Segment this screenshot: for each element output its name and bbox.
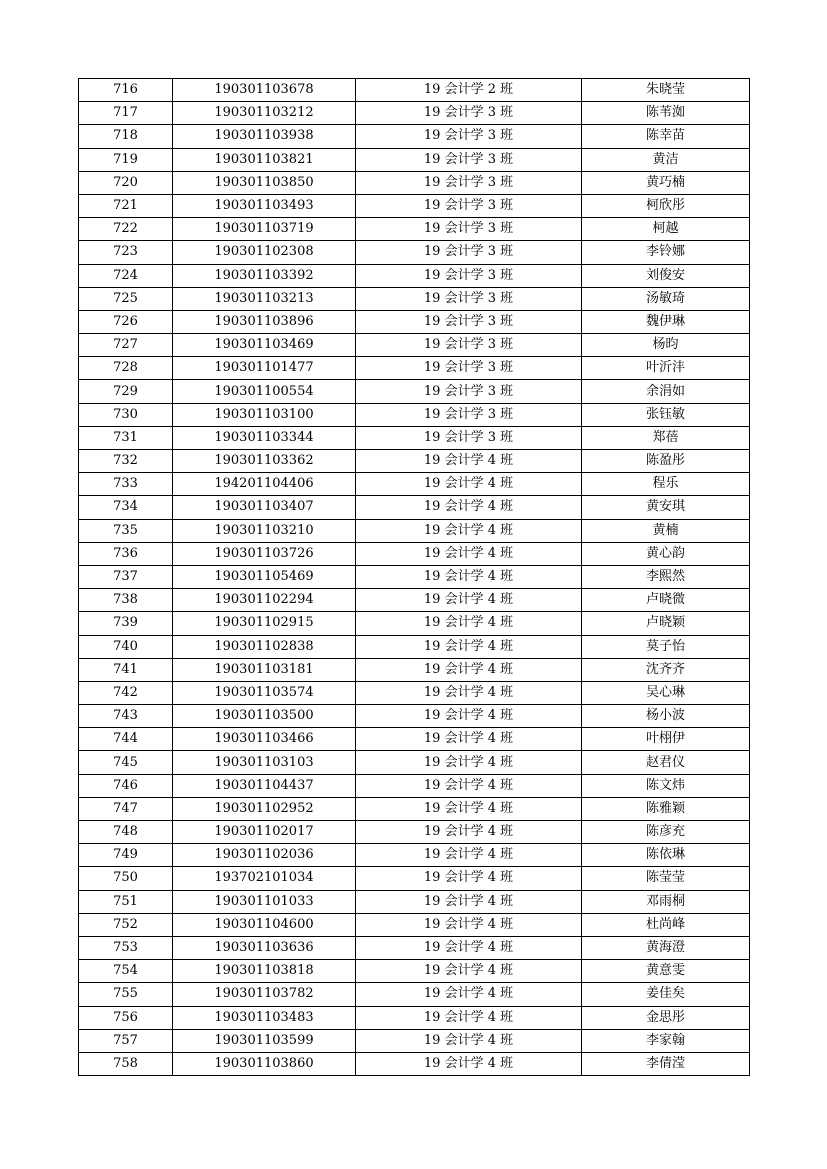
table-row (79, 983, 750, 1006)
table-row (79, 890, 750, 913)
row-number-cell: 726 (79, 310, 173, 333)
student-id-cell: 190301101477 (173, 357, 356, 380)
student-name-cell: 黄洁 (582, 148, 750, 171)
table-row (79, 334, 750, 357)
class-name-cell: 19 会计学 4 班 (356, 890, 582, 913)
table-row (79, 589, 750, 612)
row-number-cell: 755 (79, 983, 173, 1006)
student-name-cell: 陈雅颖 (582, 797, 750, 820)
row-number-cell: 730 (79, 403, 173, 426)
student-name-cell: 金思彤 (582, 1006, 750, 1029)
student-id-cell: 190301103726 (173, 542, 356, 565)
class-name-cell: 19 会计学 3 班 (356, 194, 582, 217)
class-name-cell: 19 会计学 3 班 (356, 380, 582, 403)
row-number-cell: 743 (79, 705, 173, 728)
student-id-cell: 190301103850 (173, 171, 356, 194)
row-number-cell: 724 (79, 264, 173, 287)
table-row (79, 1052, 750, 1075)
student-id-cell: 190301102017 (173, 821, 356, 844)
class-name-cell: 19 会计学 4 班 (356, 635, 582, 658)
student-name-cell: 杜尚峰 (582, 913, 750, 936)
class-name-cell: 19 会计学 3 班 (356, 171, 582, 194)
student-id-cell: 193702101034 (173, 867, 356, 890)
student-name-cell: 李家翰 (582, 1029, 750, 1052)
student-name-cell: 莫子怡 (582, 635, 750, 658)
student-id-cell: 190301103407 (173, 496, 356, 519)
student-name-cell: 黄意雯 (582, 960, 750, 983)
row-number-cell: 733 (79, 473, 173, 496)
table-row (79, 936, 750, 959)
student-name-cell: 柯欣彤 (582, 194, 750, 217)
class-name-cell: 19 会计学 4 班 (356, 473, 582, 496)
row-number-cell: 725 (79, 287, 173, 310)
class-name-cell: 19 会计学 2 班 (356, 79, 582, 102)
table-row (79, 1029, 750, 1052)
table-row (79, 913, 750, 936)
table-row (79, 380, 750, 403)
student-id-cell: 190301103938 (173, 125, 356, 148)
class-name-cell: 19 会计学 4 班 (356, 565, 582, 588)
student-id-cell: 190301103466 (173, 728, 356, 751)
student-name-cell: 陈苇洳 (582, 102, 750, 125)
table-row (79, 171, 750, 194)
class-name-cell: 19 会计学 4 班 (356, 589, 582, 612)
student-id-cell: 190301103181 (173, 658, 356, 681)
row-number-cell: 746 (79, 774, 173, 797)
student-name-cell: 陈幸苗 (582, 125, 750, 148)
student-name-cell: 杨小波 (582, 705, 750, 728)
student-id-cell: 190301103392 (173, 264, 356, 287)
row-number-cell: 739 (79, 612, 173, 635)
student-id-cell: 190301103636 (173, 936, 356, 959)
student-name-cell: 卢晓颖 (582, 612, 750, 635)
student-id-cell: 194201104406 (173, 473, 356, 496)
class-name-cell: 19 会计学 4 班 (356, 1029, 582, 1052)
student-id-cell: 190301103100 (173, 403, 356, 426)
row-number-cell: 756 (79, 1006, 173, 1029)
table-row (79, 797, 750, 820)
student-id-cell: 190301103719 (173, 218, 356, 241)
student-id-cell: 190301103821 (173, 148, 356, 171)
student-id-cell: 190301103896 (173, 310, 356, 333)
student-id-cell: 190301103213 (173, 287, 356, 310)
student-name-cell: 赵君仪 (582, 751, 750, 774)
student-id-cell: 190301103493 (173, 194, 356, 217)
row-number-cell: 718 (79, 125, 173, 148)
student-name-cell: 李熙然 (582, 565, 750, 588)
class-name-cell: 19 会计学 3 班 (356, 241, 582, 264)
table-row (79, 1006, 750, 1029)
table-row (79, 681, 750, 704)
class-name-cell: 19 会计学 4 班 (356, 450, 582, 473)
table-row (79, 705, 750, 728)
class-name-cell: 19 会计学 4 班 (356, 844, 582, 867)
student-name-cell: 陈莹莹 (582, 867, 750, 890)
student-id-cell: 190301103362 (173, 450, 356, 473)
class-name-cell: 19 会计学 4 班 (356, 1052, 582, 1075)
student-id-cell: 190301103344 (173, 426, 356, 449)
student-name-cell: 刘俊安 (582, 264, 750, 287)
student-name-cell: 余涓如 (582, 380, 750, 403)
student-name-cell: 郑蓓 (582, 426, 750, 449)
student-id-cell: 190301103818 (173, 960, 356, 983)
roster-body (79, 79, 750, 1076)
class-name-cell: 19 会计学 4 班 (356, 728, 582, 751)
student-name-cell: 张钰敏 (582, 403, 750, 426)
class-name-cell: 19 会计学 4 班 (356, 936, 582, 959)
row-number-cell: 720 (79, 171, 173, 194)
student-id-cell: 190301102308 (173, 241, 356, 264)
student-name-cell: 李倩滢 (582, 1052, 750, 1075)
table-row (79, 264, 750, 287)
class-name-cell: 19 会计学 3 班 (356, 426, 582, 449)
row-number-cell: 747 (79, 797, 173, 820)
student-name-cell: 黄安琪 (582, 496, 750, 519)
student-id-cell: 190301103599 (173, 1029, 356, 1052)
row-number-cell: 717 (79, 102, 173, 125)
class-name-cell: 19 会计学 4 班 (356, 519, 582, 542)
row-number-cell: 751 (79, 890, 173, 913)
class-name-cell: 19 会计学 3 班 (356, 264, 582, 287)
student-name-cell: 汤敏琦 (582, 287, 750, 310)
class-name-cell: 19 会计学 3 班 (356, 218, 582, 241)
student-id-cell: 190301103210 (173, 519, 356, 542)
table-row (79, 774, 750, 797)
table-row (79, 565, 750, 588)
row-number-cell: 738 (79, 589, 173, 612)
student-name-cell: 沈齐齐 (582, 658, 750, 681)
row-number-cell: 745 (79, 751, 173, 774)
row-number-cell: 716 (79, 79, 173, 102)
row-number-cell: 728 (79, 357, 173, 380)
class-name-cell: 19 会计学 4 班 (356, 705, 582, 728)
table-row (79, 310, 750, 333)
row-number-cell: 757 (79, 1029, 173, 1052)
table-row (79, 496, 750, 519)
row-number-cell: 719 (79, 148, 173, 171)
class-name-cell: 19 会计学 4 班 (356, 797, 582, 820)
class-name-cell: 19 会计学 4 班 (356, 983, 582, 1006)
student-id-cell: 190301104437 (173, 774, 356, 797)
student-id-cell: 190301103103 (173, 751, 356, 774)
student-id-cell: 190301103469 (173, 334, 356, 357)
class-name-cell: 19 会计学 4 班 (356, 774, 582, 797)
row-number-cell: 740 (79, 635, 173, 658)
class-name-cell: 19 会计学 3 班 (356, 148, 582, 171)
student-name-cell: 黄心韵 (582, 542, 750, 565)
student-name-cell: 程乐 (582, 473, 750, 496)
student-id-cell: 190301103212 (173, 102, 356, 125)
row-number-cell: 754 (79, 960, 173, 983)
student-name-cell: 杨昀 (582, 334, 750, 357)
student-name-cell: 邓雨桐 (582, 890, 750, 913)
student-name-cell: 黄巧楠 (582, 171, 750, 194)
class-name-cell: 19 会计学 4 班 (356, 496, 582, 519)
student-id-cell: 190301103574 (173, 681, 356, 704)
student-name-cell: 黄海澄 (582, 936, 750, 959)
table-row (79, 844, 750, 867)
class-name-cell: 19 会计学 4 班 (356, 681, 582, 704)
row-number-cell: 752 (79, 913, 173, 936)
table-row (79, 218, 750, 241)
row-number-cell: 732 (79, 450, 173, 473)
row-number-cell: 750 (79, 867, 173, 890)
class-name-cell: 19 会计学 4 班 (356, 612, 582, 635)
table-row (79, 728, 750, 751)
student-name-cell: 李铃娜 (582, 241, 750, 264)
row-number-cell: 723 (79, 241, 173, 264)
table-row (79, 403, 750, 426)
class-name-cell: 19 会计学 4 班 (356, 913, 582, 936)
student-id-cell: 190301102838 (173, 635, 356, 658)
table-row (79, 542, 750, 565)
row-number-cell: 753 (79, 936, 173, 959)
student-name-cell: 陈依琳 (582, 844, 750, 867)
student-id-cell: 190301102036 (173, 844, 356, 867)
row-number-cell: 735 (79, 519, 173, 542)
student-name-cell: 柯越 (582, 218, 750, 241)
row-number-cell: 742 (79, 681, 173, 704)
student-id-cell: 190301104600 (173, 913, 356, 936)
table-row (79, 821, 750, 844)
table-row (79, 867, 750, 890)
student-name-cell: 吴心琳 (582, 681, 750, 704)
row-number-cell: 749 (79, 844, 173, 867)
row-number-cell: 731 (79, 426, 173, 449)
student-name-cell: 卢晓微 (582, 589, 750, 612)
row-number-cell: 744 (79, 728, 173, 751)
row-number-cell: 737 (79, 565, 173, 588)
class-name-cell: 19 会计学 3 班 (356, 403, 582, 426)
class-name-cell: 19 会计学 4 班 (356, 1006, 582, 1029)
table-row (79, 79, 750, 102)
class-name-cell: 19 会计学 4 班 (356, 821, 582, 844)
student-name-cell: 黄楠 (582, 519, 750, 542)
table-row (79, 148, 750, 171)
table-row (79, 287, 750, 310)
student-id-cell: 190301100554 (173, 380, 356, 403)
student-id-cell: 190301102952 (173, 797, 356, 820)
student-name-cell: 魏伊琳 (582, 310, 750, 333)
table-row (79, 658, 750, 681)
student-name-cell: 陈盈彤 (582, 450, 750, 473)
table-row (79, 519, 750, 542)
student-name-cell: 姜佳矣 (582, 983, 750, 1006)
row-number-cell: 722 (79, 218, 173, 241)
student-id-cell: 190301103483 (173, 1006, 356, 1029)
class-name-cell: 19 会计学 4 班 (356, 960, 582, 983)
student-name-cell: 朱晓莹 (582, 79, 750, 102)
student-id-cell: 190301103782 (173, 983, 356, 1006)
row-number-cell: 729 (79, 380, 173, 403)
student-id-cell: 190301103500 (173, 705, 356, 728)
table-row (79, 473, 750, 496)
table-row (79, 125, 750, 148)
student-id-cell: 190301101033 (173, 890, 356, 913)
table-row (79, 751, 750, 774)
row-number-cell: 734 (79, 496, 173, 519)
class-name-cell: 19 会计学 3 班 (356, 125, 582, 148)
student-name-cell: 陈彦充 (582, 821, 750, 844)
student-name-cell: 叶栩伊 (582, 728, 750, 751)
table-row (79, 612, 750, 635)
student-id-cell: 190301102294 (173, 589, 356, 612)
student-id-cell: 190301103860 (173, 1052, 356, 1075)
table-row (79, 102, 750, 125)
table-row (79, 241, 750, 264)
row-number-cell: 741 (79, 658, 173, 681)
class-name-cell: 19 会计学 3 班 (356, 357, 582, 380)
row-number-cell: 721 (79, 194, 173, 217)
row-number-cell: 758 (79, 1052, 173, 1075)
table-row (79, 426, 750, 449)
table-row (79, 635, 750, 658)
class-name-cell: 19 会计学 4 班 (356, 867, 582, 890)
class-name-cell: 19 会计学 4 班 (356, 751, 582, 774)
class-name-cell: 19 会计学 3 班 (356, 310, 582, 333)
student-roster-table (78, 78, 750, 1076)
row-number-cell: 748 (79, 821, 173, 844)
table-row (79, 357, 750, 380)
class-name-cell: 19 会计学 3 班 (356, 287, 582, 310)
row-number-cell: 727 (79, 334, 173, 357)
student-name-cell: 陈文炜 (582, 774, 750, 797)
table-row (79, 450, 750, 473)
class-name-cell: 19 会计学 4 班 (356, 542, 582, 565)
row-number-cell: 736 (79, 542, 173, 565)
table-row (79, 960, 750, 983)
class-name-cell: 19 会计学 3 班 (356, 334, 582, 357)
table-row (79, 194, 750, 217)
class-name-cell: 19 会计学 3 班 (356, 102, 582, 125)
student-id-cell: 190301103678 (173, 79, 356, 102)
class-name-cell: 19 会计学 4 班 (356, 658, 582, 681)
student-id-cell: 190301102915 (173, 612, 356, 635)
student-name-cell: 叶沂沣 (582, 357, 750, 380)
student-id-cell: 190301105469 (173, 565, 356, 588)
